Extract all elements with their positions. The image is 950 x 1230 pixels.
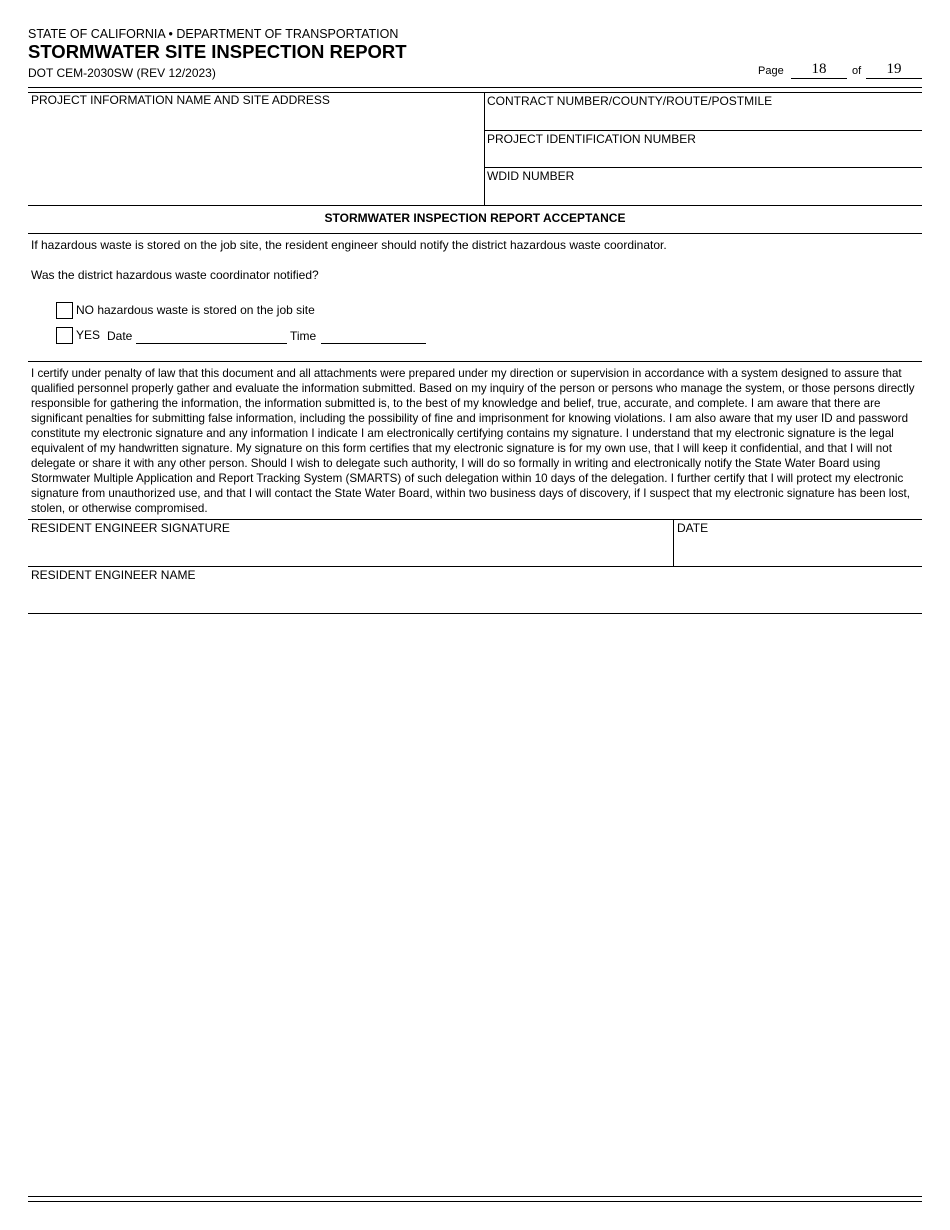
footer-rule: [28, 1196, 922, 1197]
certification-statement: I certify under penalty of law that this document and all attachments were prepared under my direction or supervision in accordance with a system designed to assure that qualified personnel properly gather and evaluate the information submitted. Based on my inquiry of the person or persons who manage the system, or those persons directly responsible for gathering the information, the information submitted is, to the best of my knowledge and belief, true, accurate, and complete. I am aware that there are significant penalties for submitting false information, including the possibility of fine and imprisonment for knowing violations. I am also aware that my user ID and password constitute my electronic signature and any information I indicate I am electronically certifying contains my signature. I understand that my electronic signature is the legal equivalent of my handwritten signature. My signature on this form certifies that my electronic signature is for my own use, that I will keep it confidential, and that I will not delegate or share it with any other person. Should I wish to delegate such authority, I will do so formally in writing and electronically notify the State Water Board using Stormwater Multiple Application and Report Tracking System (SMARTS) of such delegation within 10 days of the delegation. I further certify that I will protect my electronic signature from unauthorized use, and that I will contact the State Water Board, within two business days of discovery, if I suspect that my electronic signature has been lost, stolen, or otherwise compromised.: [31, 367, 915, 515]
no-hazard-checkbox[interactable]: [56, 302, 73, 319]
section-rule: [28, 613, 922, 614]
section-rule: [28, 566, 922, 567]
hazard-notice: If hazardous waste is stored on the job site, the resident engineer should notify the district hazardous waste coordinator.: [31, 238, 667, 252]
notification-date-field[interactable]: [136, 343, 287, 344]
date-label: Date: [107, 329, 133, 343]
no-hazard-label: NO hazardous waste is stored on the job site: [76, 303, 315, 317]
header-rule: [28, 87, 922, 88]
project-rule: [484, 130, 922, 131]
engineer-name-label: RESIDENT ENGINEER NAME: [31, 568, 196, 582]
footer-rule-2: [28, 1201, 922, 1202]
signature-label: RESIDENT ENGINEER SIGNATURE: [31, 521, 230, 535]
of-label: of: [852, 65, 862, 77]
agency-line: STATE OF CALIFORNIA • DEPARTMENT OF TRANSPORTATION: [28, 27, 399, 41]
project-name-address-label: PROJECT INFORMATION NAME AND SITE ADDRESS: [31, 93, 330, 107]
acceptance-title: STORMWATER INSPECTION REPORT ACCEPTANCE: [324, 211, 626, 225]
section-rule: [28, 519, 922, 520]
page-total-field[interactable]: 19: [866, 61, 922, 79]
yes-label: YES: [76, 328, 101, 342]
signature-field[interactable]: [28, 536, 672, 564]
section-rule: [28, 361, 922, 362]
form-title: STORMWATER SITE INSPECTION REPORT: [28, 41, 407, 62]
form-number: DOT CEM-2030SW (REV 12/2023): [28, 66, 216, 80]
yes-checkbox[interactable]: [56, 327, 73, 344]
hazard-question: Was the district hazardous waste coordinator notified?: [31, 268, 319, 282]
engineer-name-field[interactable]: [28, 583, 920, 611]
notification-time-field[interactable]: [321, 343, 426, 344]
signature-date-label: DATE: [677, 521, 709, 535]
section-rule: [28, 205, 922, 206]
page-number-field[interactable]: 18: [791, 61, 847, 79]
section-rule: [28, 233, 922, 234]
time-label: Time: [290, 329, 317, 343]
project-divider: [484, 92, 485, 205]
contract-number-label: CONTRACT NUMBER/COUNTY/ROUTE/POSTMILE: [487, 94, 773, 108]
signature-date-field[interactable]: [676, 536, 920, 564]
signature-divider: [673, 519, 674, 566]
project-id-label: PROJECT IDENTIFICATION NUMBER: [487, 132, 696, 146]
project-rule: [484, 167, 922, 168]
wdid-number-label: WDID NUMBER: [487, 169, 575, 183]
page-label: Page: [758, 65, 784, 77]
